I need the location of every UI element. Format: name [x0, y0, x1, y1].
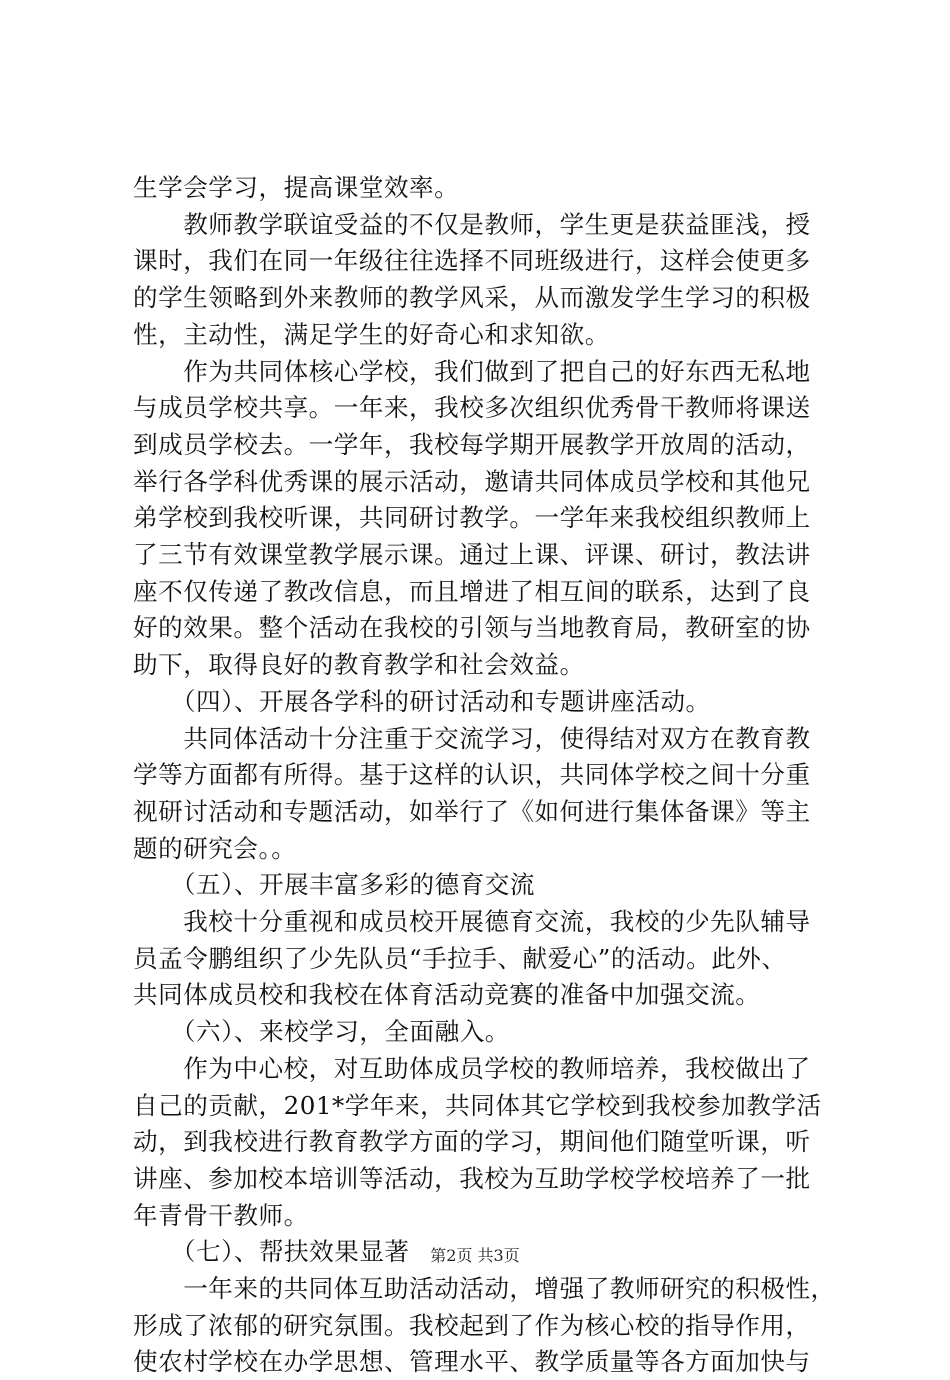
text-line: 动，到我校进行教育教学方面的学习，期间他们随堂听课，听 [133, 1127, 811, 1157]
text-line: 一年来的共同体互助活动活动，增强了教师研究的积极性， [133, 1274, 836, 1303]
text-line: 形成了浓郁的研究氛围。我校起到了作为核心校的指导作用， [133, 1310, 811, 1340]
text-line: 弟学校到我校听课，共同研讨教学。一学年来我校组织教师上 [133, 503, 811, 533]
text-line: 到成员学校去。一学年，我校每学期开展教学开放周的活动， [133, 429, 811, 459]
text-line: （五）、开展丰富多彩的德育交流 [133, 870, 535, 900]
text-line: 年青骨干教师。 [133, 1200, 309, 1230]
text-line: 课时，我们在同一年级往往选择不同班级进行，这样会使更多 [133, 246, 811, 276]
text-line: 性，主动性，满足学生的好奇心和求知欲。 [133, 319, 610, 349]
text-line: 员孟令鹏组织了少先队员“手拉手、献爱心”的活动。此外、 [133, 943, 787, 973]
text-line: 了三节有效课堂教学展示课。通过上课、评课、研讨，教法讲 [133, 540, 811, 569]
text-line: （七）、帮扶效果显著 [133, 1237, 410, 1267]
text-line: 学等方面都有所得。基于这样的认识，共同体学校之间十分重 [133, 760, 811, 790]
text-line: 作为中心校，对互助体成员学校的教师培养，我校做出了 [133, 1053, 811, 1083]
text-line: 生学会学习，提高课堂效率。 [133, 173, 460, 202]
text-line: 与成员学校共享。一年来，我校多次组织优秀骨干教师将课送 [133, 393, 811, 423]
text-line: 共同体成员校和我校在体育活动竞赛的准备中加强交流。 [133, 980, 761, 1010]
text-line: 共同体活动十分注重于交流学习，使得结对双方在教育教 [133, 723, 811, 753]
text-line: 助下，取得良好的教育教学和社会效益。 [133, 650, 585, 680]
text-line: （四）、开展各学科的研讨活动和专题讲座活动。 [133, 686, 711, 716]
text-line: 视研讨活动和专题活动，如举行了《如何进行集体备课》等主 [133, 796, 811, 826]
text-line: 自己的贡献，201*学年来，共同体其它学校到我校参加教学活 [133, 1090, 822, 1120]
text-line: 讲座、参加校本培训等活动，我校为互助学校学校培养了一批 [133, 1163, 811, 1193]
text-line: 教师教学联谊受益的不仅是教师，学生更是获益匪浅，授 [133, 209, 811, 239]
text-line: 使农村学校在办学思想、管理水平、教学质量等各方面加快与 [133, 1347, 811, 1377]
text-line: （六）、来校学习，全面融入。 [133, 1017, 510, 1047]
text-line: 举行各学科优秀课的展示活动，邀请共同体成员学校和其他兄 [133, 466, 811, 496]
text-line: 的学生领略到外来教师的教学风采，从而激发学生学习的积极 [133, 283, 811, 313]
text-line: 题的研究会。。 [133, 833, 297, 863]
text-line: 作为共同体核心学校，我们做到了把自己的好东西无私地 [133, 356, 811, 386]
page-footer: 第2页 共3页 [430, 1246, 520, 1265]
text-line: 好的效果。整个活动在我校的引领与当地教育局，教研室的协 [133, 613, 811, 643]
text-line: 我校十分重视和成员校开展德育交流，我校的少先队辅导 [133, 907, 811, 936]
text-line: 座不仅传递了教改信息，而且增进了相互间的联系，达到了良 [133, 576, 811, 606]
